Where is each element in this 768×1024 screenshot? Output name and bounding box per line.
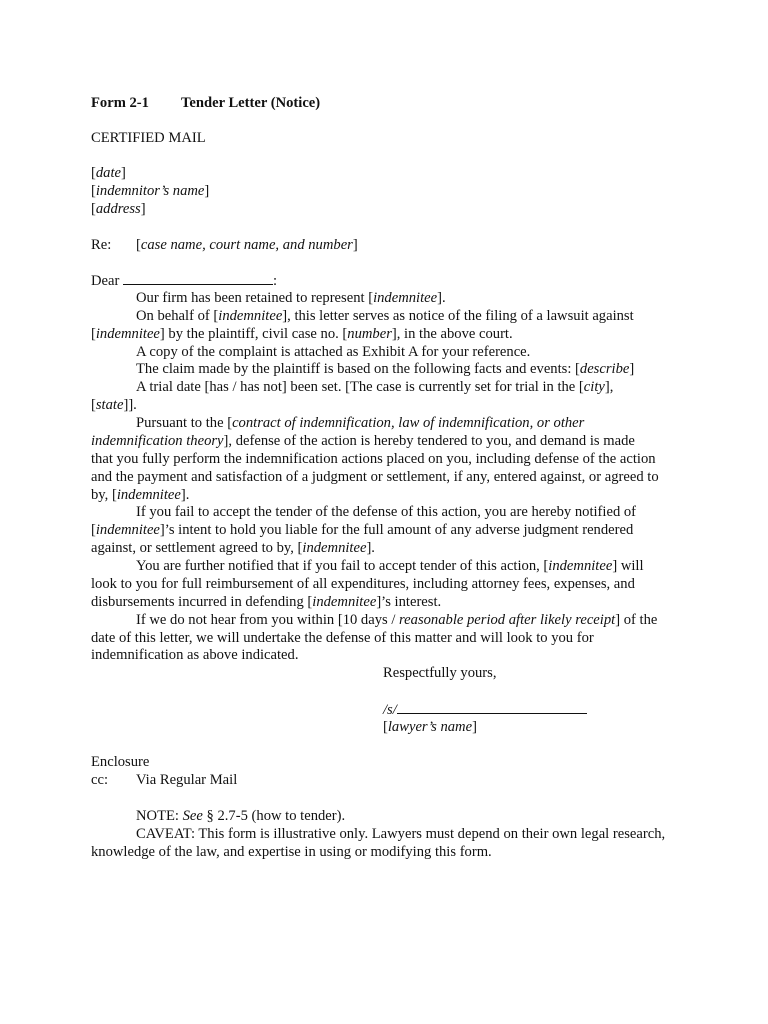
salutation-blank	[123, 271, 273, 285]
enclosure: Enclosure	[91, 754, 150, 770]
closing-respectfully: Respectfully yours,	[383, 665, 497, 681]
signature-blank	[397, 700, 587, 714]
re-value: [case name, court name, and number]	[136, 237, 358, 253]
body-p6-line4: and the payment and satisfaction of a judgment or settlement, if any, entered against, or agreed to	[91, 469, 659, 485]
body-p6-line3: that you fully perform the indemnification actions placed on you, including defense of the action	[91, 451, 656, 467]
body-p7-line1: If you fail to accept the tender of the defense of this action, you are hereby notified of	[136, 504, 637, 520]
salutation: Dear :	[91, 273, 278, 289]
cc-label: cc:	[91, 772, 109, 788]
body-p7-line2: [indemnitee]’s intent to hold you liable for the full amount of any adverse judgment rendered	[91, 522, 634, 538]
body-p6-line1: Pursuant to the [contract of indemnification, law of indemnification, or other	[136, 415, 585, 431]
form-number: Form 2-1	[91, 95, 149, 111]
body-p3: A copy of the complaint is attached as Exhibit A for your reference.	[136, 344, 531, 360]
body-p2-line1: On behalf of [indemnitee], this letter serves as notice of the filing of a lawsuit against	[136, 308, 634, 324]
form-title: Tender Letter (Notice)	[181, 95, 321, 111]
indemnitor-name-placeholder: [indemnitor’s name]	[91, 183, 210, 199]
body-p9-line3: indemnification as above indicated.	[91, 647, 299, 663]
address-placeholder: [address]	[91, 201, 146, 217]
caveat-line1: CAVEAT: This form is illustrative only. Lawyers must depend on their own legal research,	[136, 826, 666, 842]
body-p7-line3: against, or settlement agreed to by, [indemnitee].	[91, 540, 375, 556]
cc-value: Via Regular Mail	[136, 772, 238, 788]
body-p5-line1: A trial date [has / has not] been set. [The case is currently set for trial in the [city],	[136, 379, 614, 395]
body-p6-line2: indemnification theory], defense of the action is hereby tendered to you, and demand is made	[91, 433, 635, 449]
caveat-line2: knowledge of the law, and expertise in using or modifying this form.	[91, 844, 492, 860]
body-p6-line5: by, [indemnitee].	[91, 487, 190, 503]
body-p8-line2: look to you for full reimbursement of all expenditures, including attorney fees, expenses, and	[91, 576, 635, 592]
body-p9-line2: date of this letter, we will undertake the defense of this matter and will look to you for	[91, 630, 594, 646]
body-p9-line1: If we do not hear from you within [10 days / reasonable period after likely receipt] of the	[136, 612, 658, 628]
body-p5-line2: [state]].	[91, 397, 137, 413]
date-placeholder: [date]	[91, 165, 126, 181]
re-label: Re:	[91, 237, 112, 253]
body-p1: Our firm has been retained to represent [indemnitee].	[136, 290, 446, 306]
lawyer-name-placeholder: [lawyer’s name]	[383, 719, 477, 735]
body-p2-line2: [indemnitee] by the plaintiff, civil case no. [number], in the above court.	[91, 326, 513, 342]
body-p8-line3: disbursements incurred in defending [indemnitee]’s interest.	[91, 594, 442, 610]
note: NOTE: See § 2.7-5 (how to tender).	[136, 808, 346, 824]
body-p4: The claim made by the plaintiff is based on the following facts and events: [describe]	[136, 361, 635, 377]
body-p8-line1: You are further notified that if you fail to accept tender of this action, [indemnitee] will	[136, 558, 644, 574]
certified-mail: CERTIFIED MAIL	[91, 130, 206, 146]
signature-line: /s/	[383, 700, 587, 718]
